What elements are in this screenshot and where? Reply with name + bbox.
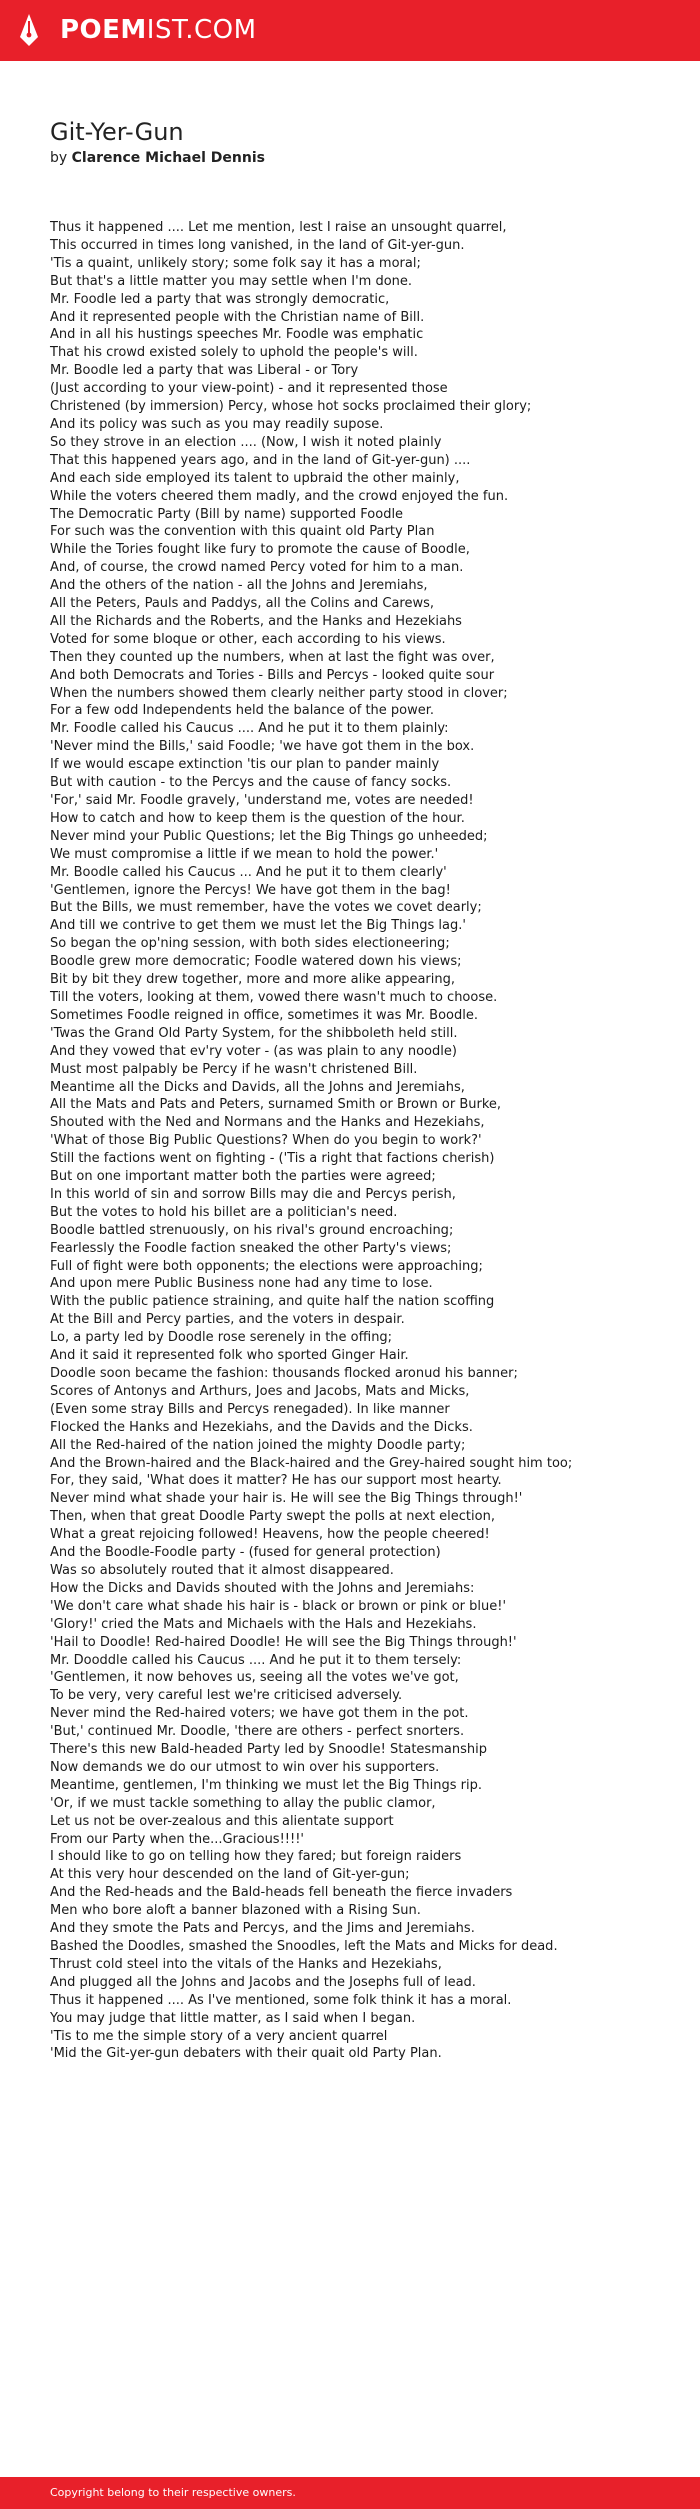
poem-line: 'Gentlemen, it now behoves us, seeing all the votes we've got, [50, 1670, 459, 1686]
poem-line: Full of fight were both opponents; the elections were approaching; [50, 1258, 483, 1274]
poem-line: For such was the convention with this quaint old Party Plan [50, 524, 435, 540]
byline-prefix: by [50, 150, 72, 166]
poem-line: Mr. Foodle led a party that was strongly democratic, [50, 291, 390, 307]
poem-line: That his crowd existed solely to uphold the people's will. [50, 345, 418, 361]
poem-line: Christened (by immersion) Percy, whose hot socks proclaimed their glory; [50, 399, 532, 415]
poem-line: With the public patience straining, and quite half the nation scoffing [50, 1294, 495, 1310]
poem-line: So began the op'ning session, with both sides electioneering; [50, 936, 450, 952]
poem-line: And plugged all the Johns and Jacobs and the Josephs full of lead. [50, 1974, 476, 1990]
poem-line: You may judge that little matter, as I said when I began. [50, 2010, 416, 2026]
poem-line: 'We don't care what shade his hair is - black or brown or pink or blue!' [50, 1598, 507, 1614]
poem-line: From our Party when the...Gracious!!!!' [50, 1831, 305, 1847]
poem-line: While the voters cheered them madly, and the crowd enjoyed the fun. [50, 488, 509, 504]
poem-line: 'Glory!' cried the Mats and Michaels with the Hals and Hezekiahs. [50, 1616, 477, 1632]
poem-line: Mr. Boodle called his Caucus ... And he put it to them clearly' [50, 864, 447, 880]
poem-line: All the Peters, Pauls and Paddys, all the Colins and Carews, [50, 596, 435, 612]
poem-line: Sometimes Foodle reigned in office, sometimes it was Mr. Boodle. [50, 1007, 478, 1023]
poem-line: 'Or, if we must tackle something to allay the public clamor, [50, 1795, 436, 1811]
poem-line: Fearlessly the Foodle faction sneaked the other Party's views; [50, 1240, 452, 1256]
poem-line: How the Dicks and Davids shouted with the Johns and Jeremiahs: [50, 1580, 475, 1596]
poem-line: Meantime, gentlemen, I'm thinking we must let the Big Things rip. [50, 1777, 482, 1793]
poem-line: Let us not be over-zealous and this alientate support [50, 1813, 394, 1829]
poem-line: Mr. Dooddle called his Caucus .... And he put it to them tersely: [50, 1652, 462, 1668]
poem-line: But the votes to hold his billet are a politician's need. [50, 1204, 398, 1220]
poem-line: 'Never mind the Bills,' said Foodle; 'we have got them in the box. [50, 739, 475, 755]
poem-line: When the numbers showed them clearly neither party stood in clover; [50, 685, 508, 701]
poem-line: And they smote the Pats and Percys, and the Jims and Jeremiahs. [50, 1921, 475, 1937]
poem-line: Thus it happened .... Let me mention, lest I raise an unsought quarrel, [50, 220, 507, 235]
poem-line: This occurred in times long vanished, in the land of Git-yer-gun. [50, 237, 465, 253]
poem-line: There's this new Bald-headed Party led by Snoodle! Statesmanship [50, 1742, 487, 1758]
poem-line: Shouted with the Ned and Normans and the Hanks and Hezekiahs, [50, 1115, 485, 1131]
site-logo[interactable] [60, 14, 257, 46]
copyright-text: Copyright belong to their respective owners. [50, 2486, 296, 2499]
poem-line: In this world of sin and sorrow Bills may die and Percys perish, [50, 1186, 456, 1202]
poem-line: Flocked the Hanks and Hezekiahs, and the Davids and the Dicks. [50, 1419, 473, 1435]
poem-line: 'Hail to Doodle! Red-haired Doodle! He will see the Big Things through!' [50, 1634, 517, 1650]
poem-line: And in all his hustings speeches Mr. Foodle was emphatic [50, 327, 424, 343]
poem-line: Bashed the Doodles, smashed the Snoodles, left the Mats and Micks for dead. [50, 1939, 558, 1954]
poem-line: Mr. Boodle led a party that was Liberal - or Tory [50, 363, 359, 379]
poem-line: But the Bills, we must remember, have the votes we covet dearly; [50, 900, 482, 916]
poem-line: 'Mid the Git-yer-gun debaters with their quait old Party Plan. [50, 2046, 442, 2062]
poem-line: All the Mats and Pats and Peters, surnamed Smith or Brown or Burke, [50, 1097, 502, 1113]
author-link[interactable]: Clarence Michael Dennis [71, 150, 265, 166]
poem-title: Git-Yer-Gun [50, 118, 184, 146]
poem-line: But that's a little matter you may settle when I'm done. [50, 273, 413, 289]
poem-line: Was so absolutely routed that it almost disappeared. [50, 1562, 394, 1578]
poem-line: And they vowed that ev'ry voter - (as was plain to any noodle) [50, 1043, 457, 1059]
poem-line: The Democratic Party (Bill by name) supported Foodle [50, 506, 404, 522]
poem-line: And it represented people with the Christian name of Bill. [50, 309, 425, 325]
poem-line: 'For,' said Mr. Foodle gravely, 'understand me, votes are needed! [50, 793, 474, 808]
site-footer [0, 2477, 700, 2509]
poem-line: At the Bill and Percy parties, and the voters in despair. [50, 1312, 405, 1328]
poem-line: Till the voters, looking at them, vowed there wasn't much to choose. [50, 989, 498, 1005]
poem-line: If we would escape extinction 'tis our plan to pander mainly [50, 757, 440, 773]
poem-line: And the Boodle-Foodle party - (fused for general protection) [50, 1545, 441, 1561]
poem-line: For a few odd Independents held the balance of the power. [50, 703, 435, 719]
poem-line: And, of course, the crowd named Percy voted for him to a man. [50, 560, 464, 576]
poem-line: 'Twas the Grand Old Party System, for the shibboleth held still. [50, 1025, 458, 1041]
poem-line: Now demands we do our utmost to win over his supporters. [50, 1759, 440, 1775]
logo-bold-part: POEM [60, 15, 147, 45]
poem-line: Voted for some bloque or other, each according to his views. [50, 631, 446, 647]
poem-line: While the Tories fought like fury to promote the cause of Boodle, [50, 542, 470, 558]
poem-line: 'What of those Big Public Questions? When do you begin to work?' [50, 1133, 482, 1149]
poem-line: Thrust cold steel into the vitals of the Hanks and Hezekiahs, [50, 1956, 442, 1972]
poem-line: And till we contrive to get them we must let the Big Things lag.' [50, 918, 466, 934]
poem-line: Scores of Antonys and Arthurs, Joes and Jacobs, Mats and Micks, [50, 1383, 470, 1399]
poem-line: Never mind the Red-haired voters; we have got them in the pot. [50, 1706, 469, 1722]
poem-line: And upon mere Public Business none had any time to lose. [50, 1276, 433, 1292]
poem-line: And both Democrats and Tories - Bills and Percys - looked quite sour [50, 667, 495, 683]
poem-body [50, 219, 670, 2063]
poem-byline [50, 149, 265, 167]
poem-line: Never mind what shade your hair is. He will see the Big Things through!' [50, 1491, 523, 1507]
poem-line: What a great rejoicing followed! Heavens, how the people cheered! [50, 1527, 490, 1543]
poem-line: How to catch and how to keep them is the question of the hour. [50, 810, 465, 826]
poem-line: At this very hour descended on the land of Git-yer-gun; [50, 1867, 410, 1883]
poem-line: So they strove in an election .... (Now, I wish it noted plainly [50, 434, 442, 450]
poem-line: But with caution - to the Percys and the cause of fancy socks. [50, 775, 452, 791]
poem-line: And the others of the nation - all the Johns and Jeremiahs, [50, 578, 428, 594]
poem-line: Mr. Foodle called his Caucus .... And he put it to them plainly: [50, 721, 449, 737]
poem-line: Men who bore aloft a banner blazoned with a Rising Sun. [50, 1903, 421, 1919]
logo-light-part: IST.COM [146, 15, 257, 45]
poem-line: For, they said, 'What does it matter? He has our support most hearty. [50, 1473, 502, 1489]
poem-line: But on one important matter both the parties were agreed; [50, 1169, 436, 1185]
site-header [0, 0, 700, 61]
poem-line: Doodle soon became the fashion: thousands flocked aronud his banner; [50, 1366, 518, 1381]
poem-line: 'But,' continued Mr. Doodle, 'there are others - perfect snorters. [50, 1724, 465, 1740]
poem-line: 'Tis a quaint, unlikely story; some folk say it has a moral; [50, 255, 421, 271]
poem-line: That this happened years ago, and in the land of Git-yer-gun) .... [50, 452, 471, 468]
poem-line: 'Tis to me the simple story of a very ancient quarrel [50, 2028, 388, 2044]
poem-line: To be very, very careful lest we're criticised adversely. [50, 1688, 403, 1704]
poem-line: I should like to go on telling how they fared; but foreign raiders [50, 1849, 462, 1865]
poem-line: Then, when that great Doodle Party swept the polls at next election, [50, 1509, 495, 1525]
poem-line: And the Brown-haired and the Black-haired and the Grey-haired sought him too; [50, 1455, 573, 1471]
poem-line: And the Red-heads and the Bald-heads fell beneath the fierce invaders [50, 1885, 513, 1901]
poem-line: All the Red-haired of the nation joined the mighty Doodle party; [50, 1437, 466, 1453]
poem-line: (Even some stray Bills and Percys renegaded). In like manner [50, 1401, 450, 1417]
poem-line: And each side employed its talent to upbraid the other mainly, [50, 470, 460, 486]
poem-line: Must most palpably be Percy if he wasn't christened Bill. [50, 1061, 418, 1077]
poem-line: Meantime all the Dicks and Davids, all the Johns and Jeremiahs, [50, 1079, 465, 1095]
poem-line: Lo, a party led by Doodle rose serenely in the offing; [50, 1330, 393, 1346]
poem-line: And its policy was such as you may readily supose. [50, 416, 384, 432]
poem-line: Bit by bit they drew together, more and more alike appearing, [50, 972, 456, 988]
poem-line: Boodle grew more democratic; Foodle watered down his views; [50, 954, 462, 970]
poem-line: Then they counted up the numbers, when at last the fight was over, [50, 649, 495, 665]
poem-line: Never mind your Public Questions; let the Big Things go unheeded; [50, 828, 488, 844]
poem-line: (Just according to your view-point) - and it represented those [50, 381, 448, 397]
poem-line: Thus it happened .... As I've mentioned, some folk think it has a moral. [50, 1992, 512, 2008]
pen-nib-icon[interactable] [18, 13, 40, 47]
poem-line: We must compromise a little if we mean to hold the power.' [50, 846, 439, 862]
poem-line: 'Gentlemen, ignore the Percys! We have got them in the bag! [50, 882, 451, 898]
poem-line: Boodle battled strenuously, on his rival's ground encroaching; [50, 1222, 454, 1238]
poem-line: And it said it represented folk who sported Ginger Hair. [50, 1348, 409, 1364]
poem-line: All the Richards and the Roberts, and the Hanks and Hezekiahs [50, 613, 462, 629]
poem-line: Still the factions went on fighting - ('Tis a right that factions cherish) [50, 1151, 495, 1167]
